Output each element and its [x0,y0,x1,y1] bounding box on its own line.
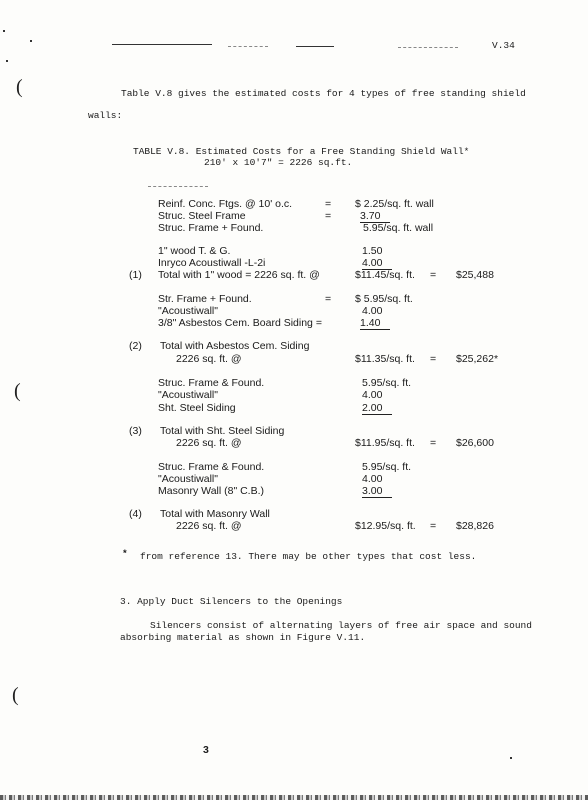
cost-item-label: Struc. Steel Frame [158,210,246,222]
page-mark: 3 [203,744,209,756]
scan-speck [510,757,512,759]
equals-sign: = [430,520,437,532]
binder-hole-mark: ( [16,76,23,98]
cost-item-value: 5.95/sq. ft. wall [363,222,434,234]
cost-item-label: "Acoustiwall" [158,389,218,401]
option-total-rate: $11.35/sq. ft. [355,353,415,365]
equals-sign: = [325,210,332,222]
cost-item-value: 5.95/sq. ft. [362,377,412,389]
cost-item-value: 3.00 [362,485,392,498]
paragraph-line: Silencers consist of alternating layers of free air space and sound [150,620,532,631]
table-caption: TABLE V.8. Estimated Costs for a Free Standing Shield Wall* [133,146,470,157]
binder-hole-mark: ( [12,684,19,706]
option-total-cost: $26,600 [456,437,494,449]
cost-item-value: $ 2.25/sq. ft. wall [355,198,434,210]
option-total-rate: $12.95/sq. ft. [355,520,416,532]
equals-sign: = [430,353,437,365]
cost-item-label: Struc. Frame & Found. [158,377,265,389]
scan-edge-noise [0,795,588,800]
option-total-label: 2226 sq. ft. @ [176,353,242,365]
option-number: (4) [129,508,142,520]
cost-item-label: Inryco Acoustiwall -L-2i [158,257,266,269]
header-rule [228,46,268,48]
cost-item-value: 4.00 [362,305,383,317]
option-number: (2) [129,340,142,352]
table-footnote: from reference 13. There may be other types that cost less. [140,551,477,562]
intro-line: Table V.8 gives the estimated costs for 4 types of free standing shield [121,88,526,99]
cost-item-value: 1.40 [360,317,390,330]
cost-item-value: 4.00 [362,257,392,270]
option-total-rate: $11.45/sq. ft. [355,269,415,281]
equals-sign: = [325,293,332,305]
cost-item-label: 3/8" Asbestos Cem. Board Siding = [158,317,322,329]
option-total-cost: $28,826 [456,520,494,532]
equals-sign: = [430,437,437,449]
option-total-label: Total with Asbestos Cem. Siding [160,340,310,352]
option-total-cost: $25,262* [456,353,499,365]
option-total-label: Total with Masonry Wall [160,508,270,520]
cost-item-label: "Acoustiwall" [158,305,218,317]
option-total-label: Total with 1" wood = 2226 sq. ft. @ [158,269,320,281]
option-total-cost: $25,488 [456,269,494,281]
cost-item-label: Str. Frame + Found. [158,293,252,305]
option-total-label: Total with Sht. Steel Siding [160,425,285,437]
page-number: V.34 [492,40,515,51]
cost-item-value: 2.00 [362,402,392,415]
cost-item-label: Sht. Steel Siding [158,402,236,414]
paragraph-line: absorbing material as shown in Figure V.11. [120,632,366,643]
cost-item-value: 4.00 [362,389,383,401]
option-total-label: 2226 sq. ft. @ [176,520,242,532]
scan-speck [30,40,32,42]
table-rule [148,186,208,188]
cost-item-label: "Acoustiwall" [158,473,218,485]
cost-item-label: Struc. Frame & Found. [158,461,265,473]
equals-sign: = [325,198,332,210]
cost-item-value: $ 5.95/sq. ft. [355,293,413,305]
binder-hole-mark: ( [14,380,21,402]
option-number: (1) [129,269,142,281]
option-total-label: 2226 sq. ft. @ [176,437,242,449]
cost-item-label: Masonry Wall (8" C.B.) [158,485,265,497]
cost-item-value: 5.95/sq. ft. [362,461,412,473]
option-number: (3) [129,425,142,437]
table-subcaption: 210' x 10'7" = 2226 sq.ft. [204,157,353,168]
footnote-mark: * [122,548,128,559]
cost-item-label: 1" wood T. & G. [158,245,231,257]
section-heading: 3. Apply Duct Silencers to the Openings [120,596,343,607]
cost-item-value: 4.00 [362,473,383,485]
scan-speck [6,60,8,62]
cost-item-label: Reinf. Conc. Ftgs. @ 10' o.c. [158,198,293,210]
intro-line: walls: [88,110,123,121]
header-rule [296,46,334,47]
cost-item-label: Struc. Frame + Found. [158,222,264,234]
cost-item-value: 3.70 [360,210,390,223]
cost-item-value: 1.50 [362,245,383,257]
scan-speck [3,30,5,32]
equals-sign: = [430,269,437,281]
header-rule [398,47,458,49]
header-rule [112,44,212,45]
option-total-rate: $11.95/sq. ft. [355,437,415,449]
